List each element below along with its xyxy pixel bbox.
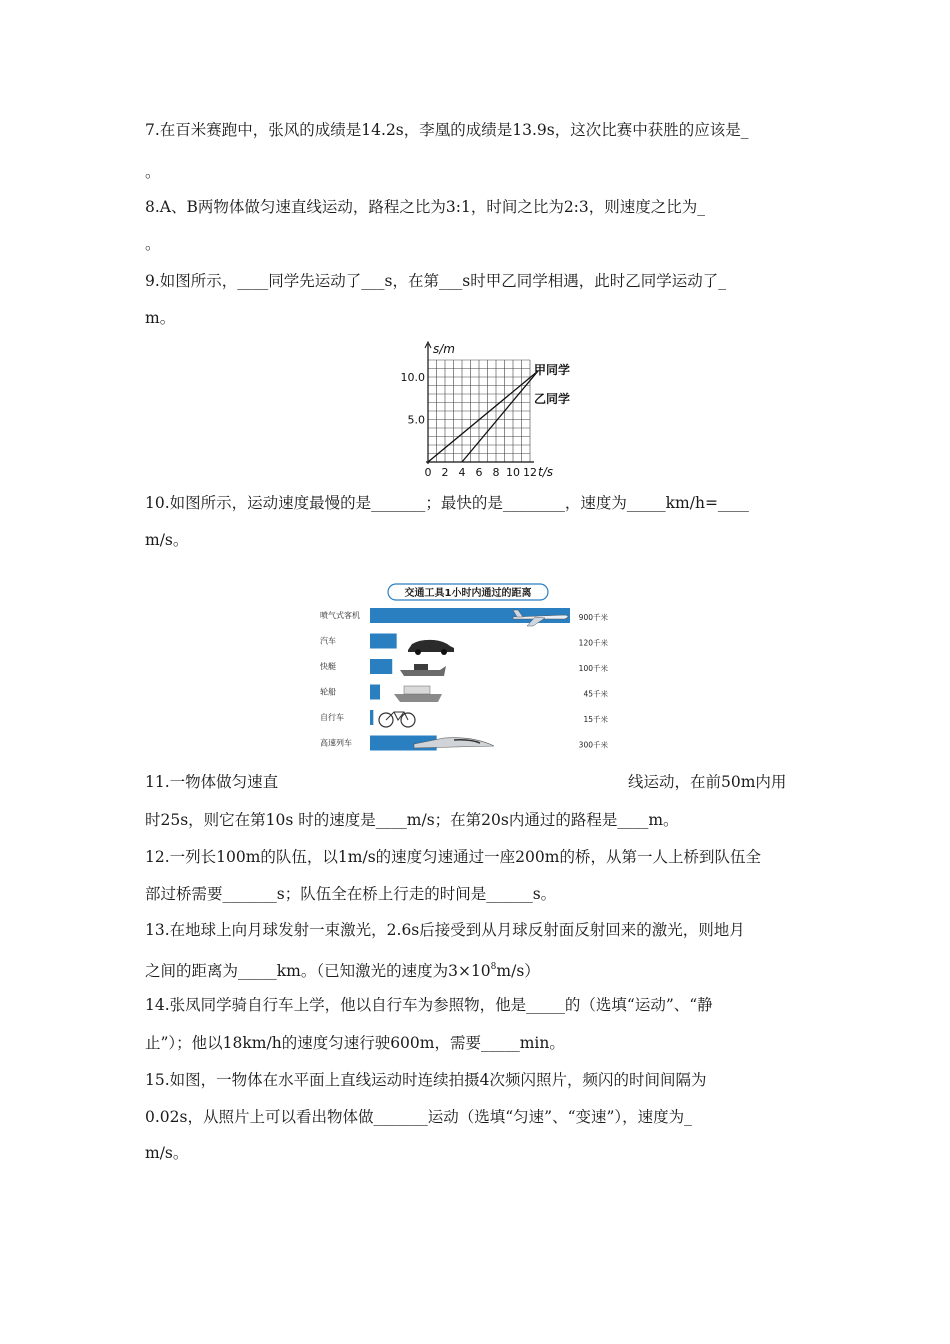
series-line bbox=[462, 371, 538, 462]
question-10-line-1: 10.如图所示，运动速度最慢的是_______；最快的是________，速度为_____km/h=____ bbox=[145, 494, 749, 512]
category-label: 轮船 bbox=[320, 687, 336, 697]
question-11-line-1-right: 线运动，在前50m内用 bbox=[628, 773, 787, 791]
question-15-line-3: m/s。 bbox=[145, 1144, 189, 1162]
question-7-line-2: 。 bbox=[145, 163, 161, 181]
question-13-text: 之间的距离为_____km。（已知激光的速度为3×10 bbox=[145, 962, 491, 980]
x-tick-label: 6 bbox=[475, 466, 483, 479]
x-tick-label: 0 bbox=[424, 466, 432, 479]
question-15-line-1: 15.如图，一物体在水平面上直线运动时连续拍摄4次频闪照片，频闪的时间间隔为 bbox=[145, 1071, 707, 1089]
question-7-line-1: 7.在百米赛跑中，张风的成绩是14.2s，李凰的成绩是13.9s，这次比赛中获胜的应该是_ bbox=[145, 121, 749, 139]
exponent: 8 bbox=[490, 962, 497, 972]
graph-labels bbox=[401, 342, 571, 479]
category-label: 喷气式客机 bbox=[320, 611, 360, 620]
category-label: 快艇 bbox=[320, 662, 336, 671]
question-13-unit: m/s） bbox=[496, 962, 540, 980]
y-axis-label: s/m bbox=[433, 342, 455, 356]
bar bbox=[370, 685, 380, 700]
transport-bar-chart bbox=[318, 582, 618, 762]
value-label: 15千米 bbox=[583, 715, 608, 724]
x-tick-label: 10 bbox=[506, 466, 520, 479]
x-tick-label: 2 bbox=[441, 466, 449, 479]
bar bbox=[370, 634, 397, 649]
question-9-line-1: 9.如图所示，____同学先运动了___s，在第___s时甲乙同学相遇，此时乙同学运动了_ bbox=[145, 272, 726, 290]
question-15-line-2: 0.02s，从照片上可以看出物体做_______运动（选填“匀速”、“变速”），速度为_ bbox=[145, 1108, 692, 1126]
bar bbox=[370, 659, 392, 674]
question-13-line-1: 13.在地球上向月球发射一束激光，2.6s后接受到从月球反射面反射回来的激光，则地月 bbox=[145, 921, 745, 939]
y-tick-label: 5.0 bbox=[407, 413, 425, 427]
question-12-line-2: 部过桥需要_______s；队伍全在桥上行走的时间是______s。 bbox=[145, 885, 557, 903]
category-label: 汽车 bbox=[320, 636, 336, 646]
value-label: 100千米 bbox=[578, 664, 608, 673]
question-14-line-1: 14.张凤同学骑自行车上学，他以自行车为参照物，他是_____的（选填“运动”、“静 bbox=[145, 996, 713, 1014]
st-graph bbox=[395, 338, 595, 488]
value-label: 120千米 bbox=[578, 638, 608, 648]
question-14-line-2: 止”）；他以18km/h的速度匀速行驶600m，需要_____min。 bbox=[145, 1034, 565, 1052]
question-11-line-1-left: 11.一物体做匀速直 bbox=[145, 773, 279, 791]
category-label: 自行车 bbox=[320, 713, 344, 722]
question-11-line-2: 时25s，则它在第10s 时的速度是____m/s；在第20s内通过的路程是____m。 bbox=[145, 811, 679, 829]
question-13-line-2 bbox=[145, 957, 540, 981]
question-12-line-1: 12.一列长100m的队伍，以1m/s的速度匀速通过一座200m的桥，从第一人上桥到队伍全 bbox=[145, 848, 761, 866]
question-10-line-2: m/s。 bbox=[145, 531, 189, 549]
x-axis-label: t/s bbox=[538, 465, 553, 479]
question-8-line-2: 。 bbox=[145, 235, 161, 253]
y-tick-label: 10.0 bbox=[400, 371, 425, 384]
value-label: 45千米 bbox=[583, 689, 608, 699]
x-tick-label: 8 bbox=[492, 466, 500, 479]
bar bbox=[370, 710, 373, 725]
series-label: 乙同学 bbox=[534, 392, 571, 406]
series-label: 甲同学 bbox=[534, 363, 571, 377]
category-label: 高速列车 bbox=[320, 738, 352, 748]
chart-title: 交通工具1小时内通过的距离 bbox=[404, 588, 532, 599]
question-8-line-1: 8.A、B两物体做匀速直线运动，路程之比为3:1，时间之比为2:3，则速度之比为_ bbox=[145, 198, 706, 216]
question-9-line-2: m。 bbox=[145, 309, 176, 327]
value-label: 900千米 bbox=[578, 613, 608, 622]
graph-grid bbox=[428, 360, 530, 462]
value-label: 300千米 bbox=[578, 740, 608, 750]
x-tick-label: 4 bbox=[458, 466, 466, 479]
x-tick-label: 12 bbox=[523, 466, 537, 479]
